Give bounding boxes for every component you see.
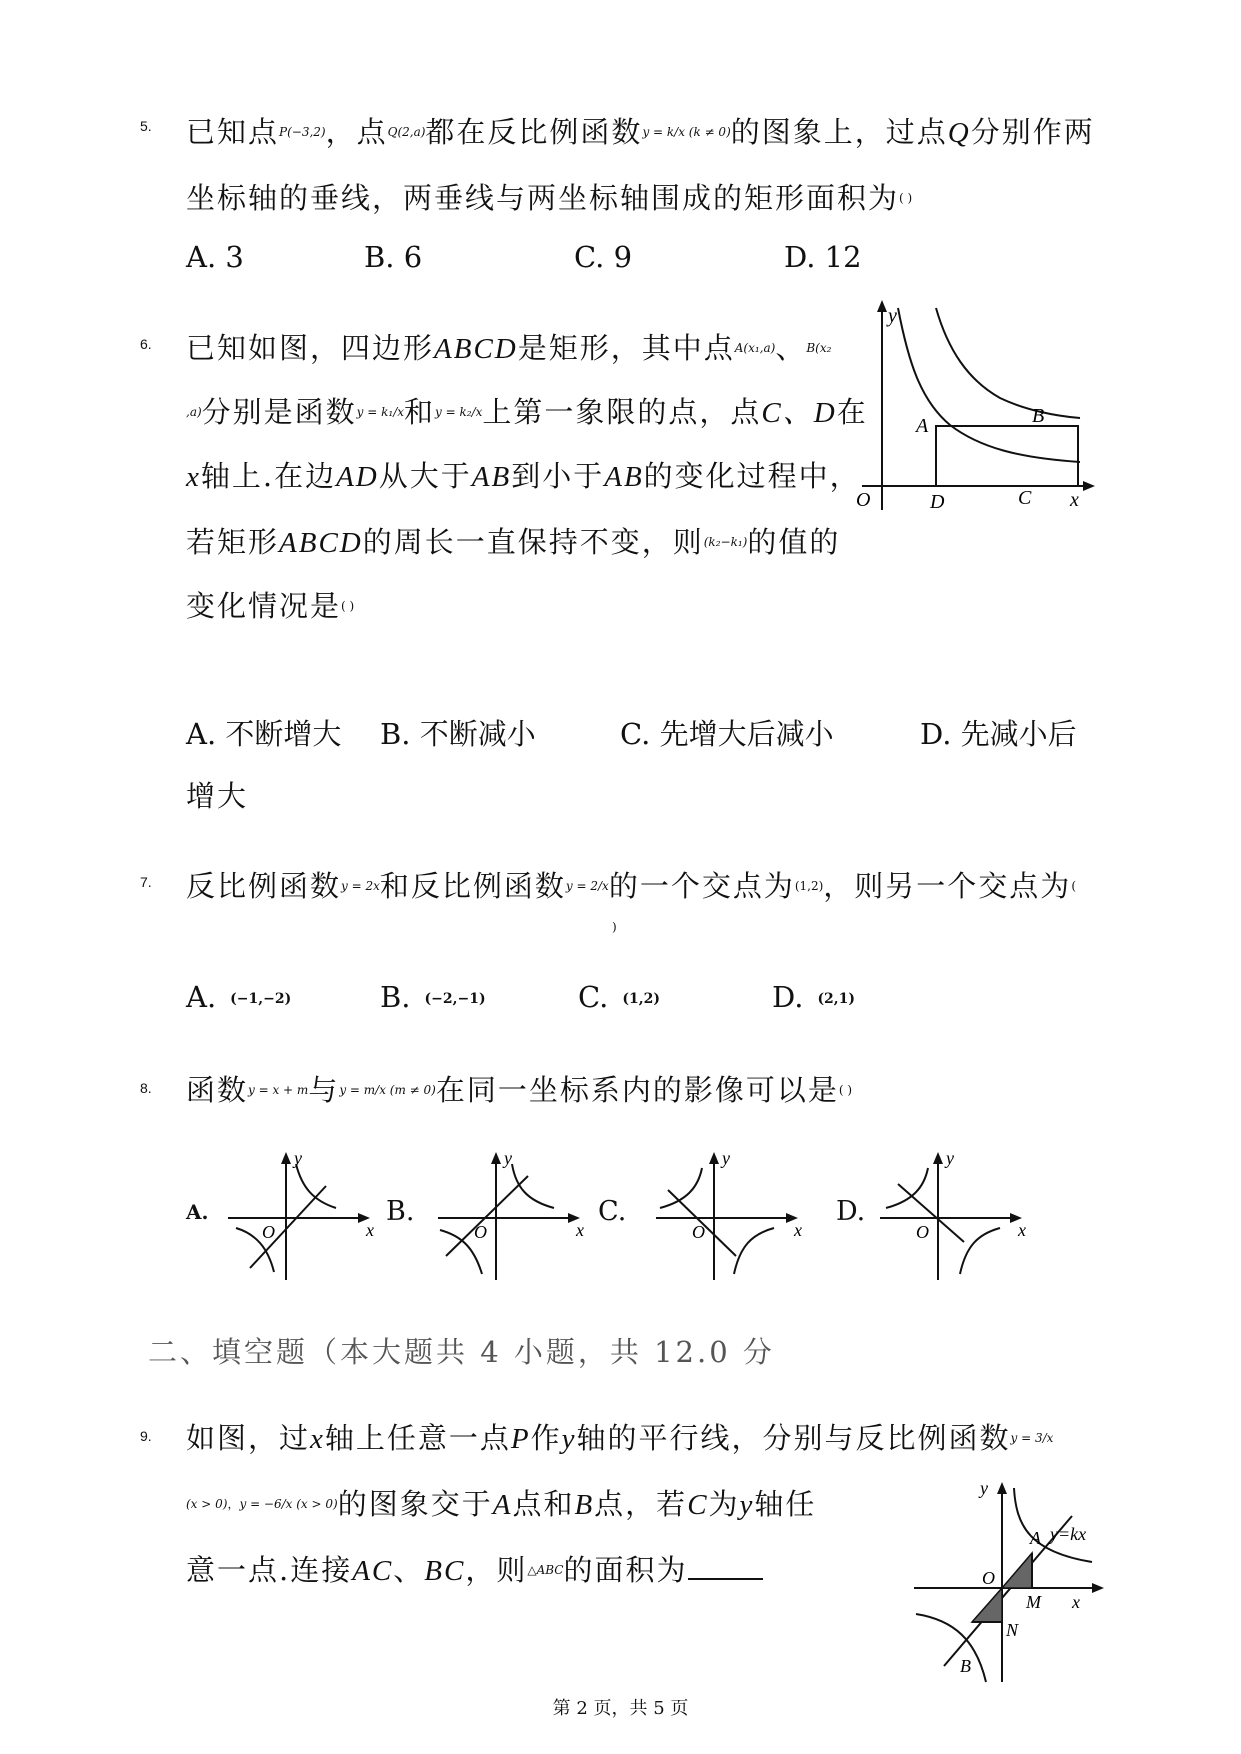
q5-point-q: Q(2,a) — [387, 125, 426, 139]
q7-function-2: y = 2/x — [565, 879, 609, 893]
q5-function: y = k/x (k ≠ 0) — [642, 125, 731, 139]
q8-a-y-label: y — [294, 1148, 302, 1168]
q9-answer-blank[interactable] — [688, 1556, 763, 1580]
q9-axis-y: y — [739, 1489, 755, 1521]
q6-fig-a-label: A — [916, 415, 929, 437]
q9-line-1 — [186, 1416, 1053, 1457]
q7-text: ，则另一个交点为 — [823, 869, 1072, 903]
q6-text: 变化情况是 — [186, 589, 342, 623]
q8-b-y-label: y — [504, 1148, 512, 1168]
option-label: C. — [620, 717, 651, 751]
q6-option-c[interactable] — [620, 712, 834, 753]
option-value: 9 — [613, 240, 633, 274]
q5-number: 5. — [140, 118, 152, 134]
q8-d-x-label: x — [1018, 1220, 1026, 1240]
q8-number: 8. — [140, 1080, 152, 1096]
q8-function-2: y = m/x (m ≠ 0) — [339, 1083, 436, 1097]
q6-text: 、 — [775, 331, 807, 365]
q5-option-a[interactable] — [186, 240, 244, 274]
q6-text: 的周长一直保持不变，则 — [362, 525, 704, 559]
q5-point-label: Q — [947, 117, 971, 149]
q6-point-b: B(x₂ — [806, 341, 832, 355]
q6-k-diff: (k₂−k₁) — [703, 535, 748, 549]
q9-fig-n-label: N — [1006, 1620, 1019, 1640]
q7-point: (1,2) — [794, 879, 824, 893]
q9-text: 点，若 — [594, 1487, 688, 1521]
q6-text: 和 — [404, 395, 436, 429]
q6-text: 若矩形 — [186, 525, 280, 559]
q7-option-c[interactable] — [578, 980, 660, 1014]
q5-option-b[interactable] — [364, 240, 422, 274]
q9-number: 9. — [140, 1428, 152, 1444]
option-label: B. — [364, 240, 395, 274]
q9-text: 轴的平行线，分别与反比例函数 — [576, 1421, 1011, 1455]
q6-figure — [850, 300, 1100, 520]
q6-text: 轴上.在边 — [200, 459, 337, 493]
q6-number: 6. — [140, 336, 152, 352]
option-label: D. — [784, 240, 816, 274]
option-value: 3 — [225, 240, 244, 274]
option-value: (−1,−2) — [230, 991, 292, 1007]
q7-option-a[interactable] — [186, 980, 291, 1014]
option-value: 先增大后减小 — [659, 717, 834, 751]
q9-condition: (x > 0) — [186, 1497, 228, 1511]
option-value: 6 — [403, 240, 423, 274]
q9-text: 、 — [393, 1553, 425, 1587]
q6-point-a: A(x₁,a) — [734, 341, 776, 355]
q6-option-d[interactable] — [920, 712, 1077, 753]
q9-text: 如图，过 — [186, 1421, 311, 1455]
q9-fig-m-label: M — [1026, 1592, 1041, 1612]
option-label: C. — [578, 980, 609, 1014]
q9-line-2 — [186, 1482, 816, 1523]
q9-text: 的图象交于 — [337, 1487, 493, 1521]
option-label: C. — [574, 240, 605, 274]
q8-d-y-label: y — [946, 1148, 954, 1168]
q6-seg-ab: AB — [471, 461, 512, 493]
option-label: D. — [772, 980, 804, 1014]
q5-text: 已知点 — [186, 115, 280, 149]
option-value: 12 — [824, 240, 862, 274]
q6-line-2 — [186, 390, 868, 431]
q5-line-1 — [186, 110, 1095, 151]
q6-line-3 — [186, 454, 861, 495]
q6-point-b-cont: ,a) — [186, 405, 202, 419]
q9-line-3 — [186, 1548, 763, 1589]
q8-option-c-label[interactable]: C. — [598, 1196, 627, 1227]
q7-text: 反比例函数 — [186, 869, 342, 903]
q9-function-2: y = −6/x (x > 0) — [239, 1497, 338, 1511]
q6-rect-name: ABCD — [434, 333, 518, 365]
option-label: B. — [380, 980, 411, 1014]
q5-option-c[interactable] — [574, 240, 632, 274]
q5-option-d[interactable] — [784, 240, 862, 274]
option-value: (2,1) — [817, 991, 856, 1007]
q6-points-cd: C、D — [761, 397, 837, 429]
q9-point-c: C — [687, 1489, 709, 1521]
option-label: A. — [186, 717, 217, 751]
q6-text: 上第一象限的点，点 — [482, 395, 762, 429]
q9-figure — [910, 1476, 1110, 1686]
q6-line-5 — [186, 584, 354, 625]
option-value: 先减小后 — [960, 717, 1077, 751]
q6-option-b[interactable] — [380, 712, 536, 753]
q8-d-origin-label: O — [916, 1222, 929, 1242]
q9-text: ，则 — [465, 1553, 528, 1587]
q6-text: 分别是函数 — [201, 395, 357, 429]
q9-text: 的面积为 — [563, 1553, 688, 1587]
q5-line-2 — [186, 176, 912, 217]
q9-text: 点和 — [512, 1487, 575, 1521]
q8-graph-a — [222, 1146, 382, 1282]
option-value: (−2,−1) — [424, 991, 486, 1007]
q9-text: 轴上任意一点 — [324, 1421, 511, 1455]
q6-line-4 — [186, 520, 840, 561]
page-footer: 第 2 页，共 5 页 — [552, 1698, 689, 1719]
q9-function-1: y = 3/x — [1010, 1431, 1054, 1445]
option-label: A. — [186, 980, 217, 1014]
q8-text: 与 — [308, 1073, 340, 1107]
q6-text: 已知如图，四边形 — [186, 331, 435, 365]
q8-option-b-label[interactable]: B. — [386, 1196, 415, 1227]
q8-c-x-label: x — [794, 1220, 802, 1240]
q6-fig-d-label: D — [930, 491, 945, 513]
q7-answer-paren: ( — [1071, 879, 1076, 893]
q6-option-a[interactable] — [186, 712, 341, 753]
q5-text: 分别作两 — [970, 115, 1095, 149]
q9-point-p: P — [510, 1423, 531, 1455]
option-value: (1,2) — [622, 991, 660, 1007]
q6-fig-x-label: x — [1070, 489, 1079, 511]
q7-text: 的一个交点为 — [608, 869, 795, 903]
q8-text: 在同一坐标系内的影像可以是 — [435, 1073, 839, 1107]
option-label: B. — [380, 717, 411, 751]
q6-fig-c-label: C — [1018, 487, 1032, 509]
q7-number: 7. — [140, 874, 152, 890]
q9-fig-x-label: x — [1072, 1592, 1080, 1612]
q6-rect-name: ABCD — [279, 527, 363, 559]
q5-text: 的图象上，过点 — [730, 115, 948, 149]
q6-fig-origin-label: O — [856, 489, 871, 511]
q6-text: 到小于 — [511, 459, 605, 493]
q9-fig-y-label: y — [980, 1478, 988, 1498]
q8-b-origin-label: O — [474, 1222, 487, 1242]
q6-seg-ab: AB — [604, 461, 644, 493]
q6-text: 在 — [836, 395, 868, 429]
q8-answer-paren: ( ) — [838, 1083, 853, 1097]
q8-a-x-label: x — [366, 1220, 374, 1240]
q5-point-p: P(−3,2) — [279, 125, 326, 139]
q9-text: ， — [227, 1497, 240, 1511]
q7-text: 和反比例函数 — [379, 869, 566, 903]
q8-b-x-label: x — [576, 1220, 584, 1240]
section-2-heading: 二、填空题（本大题共 4 小题，共 12.0 分 — [148, 1335, 775, 1369]
q8-c-y-label: y — [722, 1148, 730, 1168]
q6-function-2: y = k₂/x — [435, 405, 483, 419]
q6-text: 是矩形，其中点 — [517, 331, 735, 365]
q8-option-d-label[interactable]: D. — [836, 1196, 866, 1227]
q5-text: ，点 — [325, 115, 388, 149]
q8-graph-b — [432, 1146, 592, 1282]
q8-graph-c — [650, 1146, 810, 1282]
q8-c-origin-label: O — [692, 1222, 705, 1242]
q7-option-d[interactable] — [772, 980, 855, 1014]
q6-text: 的变化过程中， — [643, 459, 861, 493]
q6-fig-b-label: B — [1032, 405, 1045, 427]
option-value: 不断减小 — [419, 717, 536, 751]
q9-triangle: △ABC — [527, 1563, 564, 1577]
q9-fig-line-label: y=kx — [1050, 1524, 1087, 1544]
q6-text: 从大于 — [378, 459, 472, 493]
q9-text: 轴任 — [754, 1487, 817, 1521]
option-label: A. — [186, 240, 217, 274]
q9-fig-origin-label: O — [982, 1568, 995, 1588]
q9-fig-a-label: A — [1030, 1528, 1041, 1548]
q9-text: 意一点.连接 — [186, 1553, 353, 1587]
q7-line-1 — [186, 864, 1076, 905]
q6-answer-paren: ( ) — [341, 599, 355, 613]
q6-fig-y-label: y — [888, 305, 897, 327]
q8-a-origin-label: O — [262, 1222, 275, 1242]
q9-seg-bc: BC — [424, 1555, 466, 1587]
q8-option-a-label[interactable]: A. — [186, 1200, 209, 1224]
q9-axis-x: x — [310, 1423, 325, 1455]
q7-function-1: y = 2x — [341, 879, 380, 893]
q9-text: 作 — [530, 1421, 562, 1455]
q6-line-1 — [186, 326, 831, 367]
option-value: 不断增大 — [225, 717, 342, 751]
q7-option-b[interactable] — [380, 980, 486, 1014]
q7-answer-paren-close: ) — [612, 920, 617, 934]
q6-axis-x: x — [186, 461, 201, 493]
q6-text: 的值的 — [747, 525, 841, 559]
q9-text: 为 — [708, 1487, 740, 1521]
q5-text: 坐标轴的垂线，两垂线与两坐标轴围成的矩形面积为 — [186, 181, 900, 215]
q8-function-1: y = x + m — [248, 1083, 309, 1097]
q8-text: 函数 — [186, 1073, 249, 1107]
q8-line-1 — [186, 1068, 852, 1109]
q9-point-b: B — [574, 1489, 595, 1521]
q5-answer-paren: ( ) — [899, 191, 913, 205]
q8-graph-d — [874, 1146, 1034, 1282]
q9-point-a: A — [492, 1489, 513, 1521]
q6-seg-ad: AD — [336, 461, 379, 493]
option-label: D. — [920, 717, 952, 751]
q9-axis-y: y — [561, 1423, 577, 1455]
q6-function-1: y = k₁/x — [356, 405, 405, 419]
q5-text: 都在反比例函数 — [425, 115, 643, 149]
q6-option-d-cont: 增大 — [186, 779, 249, 813]
q9-fig-b-label: B — [960, 1656, 971, 1676]
q9-seg-ac: AC — [352, 1555, 394, 1587]
